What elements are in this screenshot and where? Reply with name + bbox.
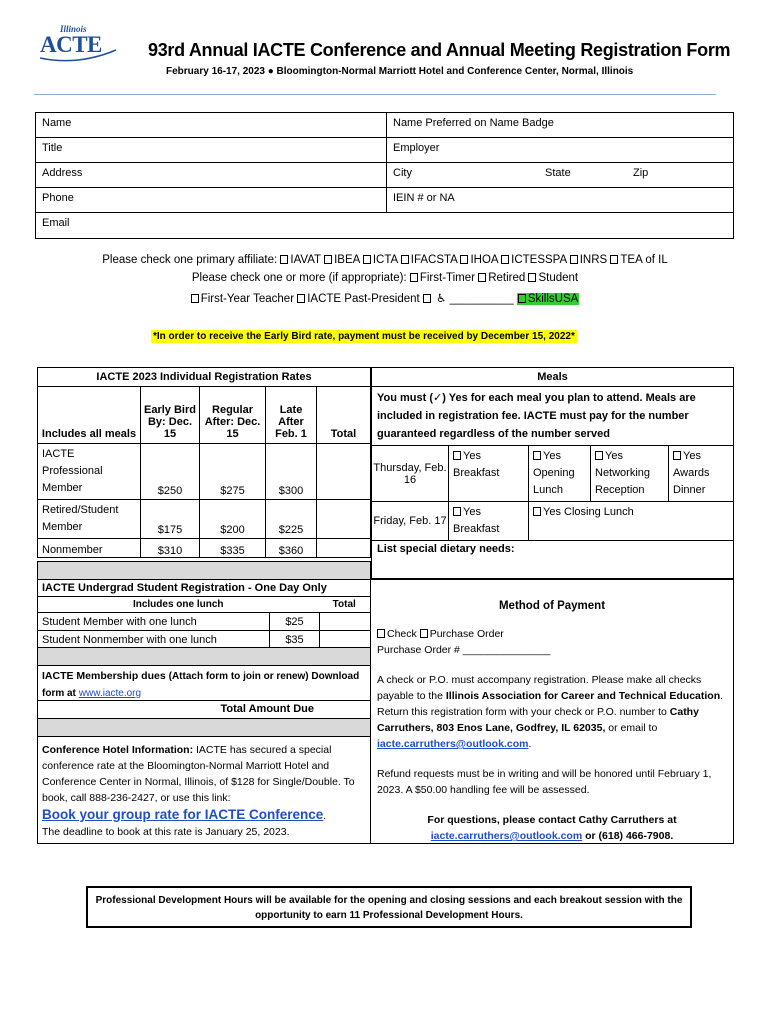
wheelchair-icon: ♿ xyxy=(436,293,447,305)
payment-instructions-3: or email to xyxy=(608,722,658,734)
rate-row-label: Retired/Student Member xyxy=(38,500,141,539)
early-bird-note: *In order to receive the Early Bird rate, payment must be received by December 15, 2022* xyxy=(153,331,575,342)
logo-swoosh-icon xyxy=(38,44,118,64)
checkbox-icon[interactable] xyxy=(518,294,526,303)
checkbox-icon[interactable] xyxy=(280,255,288,264)
affiliate-option-ihoa[interactable]: IHOA xyxy=(460,254,497,266)
payment-heading: Method of Payment xyxy=(498,600,606,612)
payment-check-option[interactable]: Check xyxy=(377,628,417,640)
membership-note: (Attach form to join or renew) Download form at xyxy=(42,671,360,699)
table-row xyxy=(38,444,371,500)
gray-spacer xyxy=(37,647,371,666)
table-row xyxy=(38,613,371,631)
payment-instructions: A check or P.O. must accompany registration. Please make all checks payable to the xyxy=(377,674,702,702)
city-label: City xyxy=(393,167,412,179)
logo-state: Illinois xyxy=(60,24,87,34)
rates-heading: IACTE 2023 Individual Registration Rates xyxy=(38,368,371,387)
option-accessibility[interactable]: ♿ __________ xyxy=(423,293,514,305)
meal-fri-lunch[interactable]: Yes Closing Lunch xyxy=(529,502,734,541)
rate-total-input[interactable] xyxy=(317,444,371,500)
undergrad-price: $35 xyxy=(270,631,320,649)
affiliate-option-inrs[interactable]: INRS xyxy=(570,254,607,266)
rate-early: $310 xyxy=(141,539,200,558)
meal-day-thursday: Thursday, Feb. 16 xyxy=(372,446,449,502)
membership-label: IACTE Membership dues xyxy=(42,670,166,682)
affiliate-option-ictesspa[interactable]: ICTESSPA xyxy=(501,254,566,266)
meals-instruction: You must (✓) Yes for each meal you plan to attend. Meals are included in registration fee. IACTE must pay for the number guaranteed regardless of the number served xyxy=(372,387,734,446)
rate-row-label: IACTE Professional Member xyxy=(38,444,141,500)
payment-address: Cathy Carruthers, 803 Enos Lane, Godfrey, IL 62035, xyxy=(377,706,699,734)
name-badge-field[interactable]: Name Preferred on Name Badge xyxy=(393,117,554,129)
affiliate-option-ifacsta[interactable]: IFACSTA xyxy=(401,254,457,266)
option-student[interactable]: Student xyxy=(528,272,578,284)
attendee-info-table xyxy=(35,112,734,239)
membership-dues-row xyxy=(37,665,371,701)
employer-field[interactable]: Employer xyxy=(393,142,440,154)
option-retired[interactable]: Retired xyxy=(478,272,525,284)
undergrad-price: $25 xyxy=(270,613,320,631)
logo-name: ACTE xyxy=(40,32,102,57)
undergrad-table xyxy=(37,579,371,613)
undergrad-heading: IACTE Undergrad Student Registration - One Day Only xyxy=(38,580,371,597)
dietary-needs-field[interactable]: List special dietary needs: xyxy=(372,541,734,579)
rate-late: $360 xyxy=(266,539,317,558)
checkbox-icon[interactable] xyxy=(460,255,468,264)
name-field[interactable]: Name xyxy=(36,113,387,137)
checkbox-icon[interactable] xyxy=(401,255,409,264)
undergrad-sub: Includes one lunch xyxy=(38,597,319,613)
rate-early: $250 xyxy=(141,444,200,500)
checkbox-icon[interactable] xyxy=(324,255,332,264)
checkbox-icon[interactable] xyxy=(453,507,461,516)
total-due-row xyxy=(37,700,371,719)
secondary-affiliate-prompt: Please check one or more (if appropriate): xyxy=(191,272,407,284)
checkbox-icon[interactable] xyxy=(297,294,305,303)
secondary-affiliate-line xyxy=(0,272,770,284)
affiliate-option-icta[interactable]: ICTA xyxy=(363,254,398,266)
checkbox-icon[interactable] xyxy=(570,255,578,264)
checkbox-icon[interactable] xyxy=(533,451,541,460)
primary-affiliate-line xyxy=(0,254,770,266)
rate-early: $175 xyxy=(141,500,200,539)
state-label: State xyxy=(545,167,571,179)
primary-affiliate-prompt: Please check one primary affiliate: xyxy=(102,254,278,266)
gray-spacer xyxy=(37,718,371,737)
phone-field[interactable]: Phone xyxy=(36,188,387,212)
checkbox-icon[interactable] xyxy=(191,294,199,303)
hotel-booking-link[interactable]: Book your group rate for IACTE Conference xyxy=(42,807,324,822)
payment-po-option[interactable]: Purchase Order xyxy=(420,628,504,640)
rate-total-input[interactable] xyxy=(317,500,371,539)
rates-col-early: Early Bird By: Dec. 15 xyxy=(141,387,200,444)
affiliate-option-ibea[interactable]: IBEA xyxy=(324,254,360,266)
meal-thu-breakfast[interactable]: Yes Breakfast xyxy=(449,446,529,502)
gray-spacer xyxy=(37,561,371,580)
checkbox-icon[interactable] xyxy=(533,507,541,516)
address-field[interactable]: Address xyxy=(36,163,387,187)
payment-box: Method of Payment Check Purchase Order Purchase Order # _______________ A check or P.O. must accompany registration. Please make all checks payable to the Illinois Association for Career and Technical Education. Return this registration form with your check or P.O. number to Cathy Carruthers, 803 Enos Lane, Godfrey, IL 62035, or email to iacte.carruthers@outlook.com. Refund requests must be in writing and will be honored until February 1, 2023. A $50.00 handling fee will be assessed. For questions, please contact Cathy Carruthers at iacte.carruthers@outlook.com or (618) 466-7908. xyxy=(370,579,734,844)
rate-late: $225 xyxy=(266,500,317,539)
payment-instructions-2: . Return this registration form with your check or P.O. number to xyxy=(377,690,724,718)
rates-col-regular: Regular After: Dec. 15 xyxy=(200,387,266,444)
checkbox-icon[interactable] xyxy=(420,629,428,638)
membership-link[interactable]: www.iacte.org xyxy=(78,688,142,699)
rates-col-total: Total xyxy=(317,387,371,444)
checkbox-icon[interactable] xyxy=(423,294,431,303)
checkbox-icon[interactable] xyxy=(363,255,371,264)
page-title: 93rd Annual IACTE Conference and Annual Meeting Registration Form xyxy=(148,40,731,60)
questions-phone: or (618) 466-7908. xyxy=(585,830,674,842)
table-row xyxy=(38,631,371,649)
rate-regular: $200 xyxy=(200,500,266,539)
payment-email-link[interactable]: iacte.carruthers@outlook.com xyxy=(377,738,529,750)
hotel-info-box: Conference Hotel Information: IACTE has secured a special conference rate at the Bloomington-Normal Marriott Hotel and Conference Center in Normal, Illinois, of $128 for Single/Double. To book, call 888-236-2427, or use this link: Book your group rate for IACTE Conference. The deadline to book at this rate is January 25, 2023. xyxy=(37,736,371,844)
checkbox-icon[interactable] xyxy=(453,451,461,460)
pd-hours-note: Professional Development Hours will be available for the opening and closing sessions and each breakout session with the opportunity to earn 11 Professional Development Hours. xyxy=(86,886,692,928)
rates-col-late: Late After Feb. 1 xyxy=(266,387,317,444)
meal-fri-breakfast[interactable]: Yes Breakfast xyxy=(449,502,529,541)
undergrad-total-input[interactable] xyxy=(320,613,371,631)
rate-late: $300 xyxy=(266,444,317,500)
undergrad-row-label: Student Member with one lunch xyxy=(38,613,270,631)
table-row xyxy=(38,539,371,558)
checkbox-icon[interactable] xyxy=(528,273,536,282)
email-field[interactable]: Email xyxy=(42,217,70,229)
rate-total-input[interactable] xyxy=(317,539,371,558)
meals-heading: Meals xyxy=(372,368,734,387)
title-field[interactable]: Title xyxy=(36,138,387,162)
questions-text: For questions, please contact Cathy Carruthers at xyxy=(427,814,677,826)
table-row xyxy=(38,500,371,539)
option-past-president[interactable]: IACTE Past-President xyxy=(297,293,419,305)
total-due-label: Total Amount Due xyxy=(220,703,314,715)
checkbox-icon[interactable] xyxy=(410,273,418,282)
hotel-deadline: The deadline to book at this rate is January 25, 2023. xyxy=(42,826,290,838)
additional-options-line xyxy=(0,291,770,305)
rate-row-label: Nonmember xyxy=(38,539,141,558)
option-skillsusa[interactable]: SkillsUSA xyxy=(517,293,579,305)
meal-day-friday: Friday, Feb. 17 xyxy=(372,502,449,541)
questions-email-link[interactable]: iacte.carruthers@outlook.com xyxy=(430,830,583,842)
affiliate-option-tea[interactable]: TEA of IL xyxy=(610,254,667,266)
affiliate-option-iavat[interactable]: IAVAT xyxy=(280,254,320,266)
meal-thu-reception[interactable]: Yes Networking Reception xyxy=(591,446,669,502)
hotel-label: Conference Hotel Information: xyxy=(42,744,194,756)
option-first-year-teacher[interactable]: First-Year Teacher xyxy=(191,293,294,305)
refund-policy: Refund requests must be in writing and will be honored until February 1, 2023. A $50.00 handling fee will be assessed. xyxy=(377,768,712,796)
rate-regular: $275 xyxy=(200,444,266,500)
meal-thu-lunch[interactable]: Yes Opening Lunch xyxy=(529,446,591,502)
checkbox-icon[interactable] xyxy=(673,451,681,460)
zip-label: Zip xyxy=(633,167,649,179)
meal-thu-dinner[interactable]: Yes Awards Dinner xyxy=(669,446,734,502)
meals-table xyxy=(371,367,734,579)
registration-rates-table xyxy=(37,367,371,558)
checkbox-icon[interactable] xyxy=(595,451,603,460)
payment-payee: Illinois Association for Career and Technical Education xyxy=(445,690,721,702)
iacte-logo xyxy=(38,24,118,66)
po-number-field[interactable]: Purchase Order # _______________ xyxy=(377,644,551,656)
hotel-text: IACTE has secured a special conference rate at the Bloomington-Normal Marriott Hotel and Conference Center in Normal, Illinois, of $128 for Single/Double. To book, call 888-236-2427, or use this link: xyxy=(42,744,355,804)
undergrad-row-label: Student Nonmember with one lunch xyxy=(38,631,270,649)
checkbox-icon[interactable] xyxy=(478,273,486,282)
city-state-zip-field[interactable] xyxy=(387,163,733,187)
checkbox-icon[interactable] xyxy=(377,629,385,638)
rate-regular: $335 xyxy=(200,539,266,558)
undergrad-total-input[interactable] xyxy=(320,631,371,649)
checkbox-icon[interactable] xyxy=(610,255,618,264)
undergrad-rates xyxy=(37,612,371,649)
option-first-timer[interactable]: First-Timer xyxy=(410,272,475,284)
header-divider xyxy=(34,94,716,95)
rates-col-includes: Includes all meals xyxy=(38,387,141,444)
checkbox-icon[interactable] xyxy=(501,255,509,264)
undergrad-total-header: Total xyxy=(319,597,371,613)
iein-field[interactable]: IEIN # or NA xyxy=(393,192,455,204)
page-subtitle: February 16-17, 2023 ● Bloomington-Normal Marriott Hotel and Conference Center, Normal, Illinois xyxy=(166,66,634,77)
